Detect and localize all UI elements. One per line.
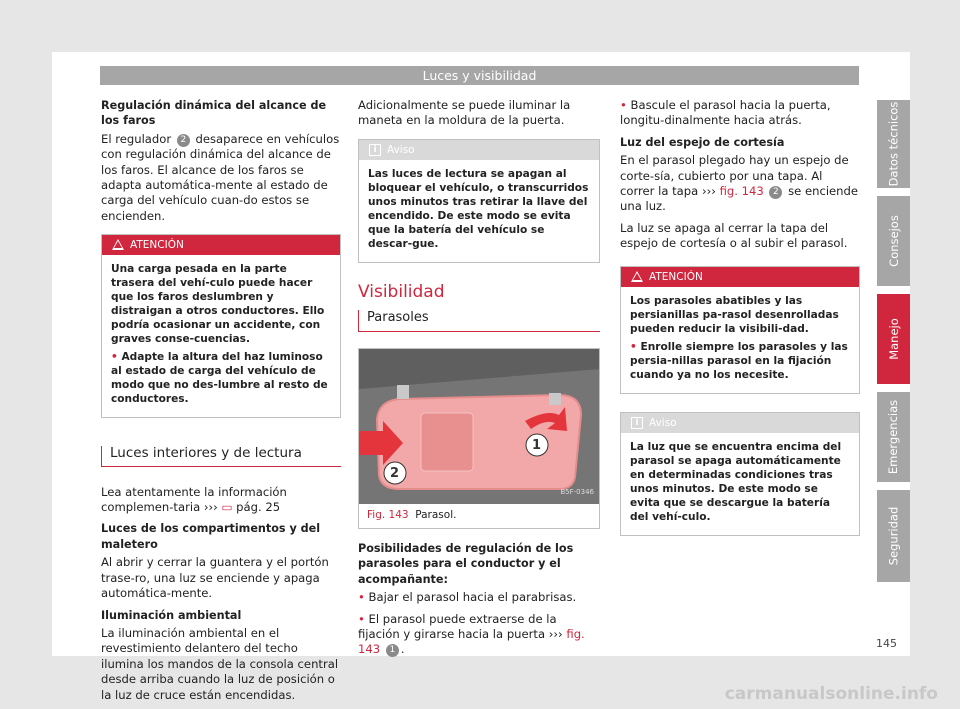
- warning-box: [101, 234, 341, 418]
- warning-header: ATENCIÓN: [621, 267, 859, 287]
- paragraph-ambient: La iluminación ambiental en el revestimiento delantero del techo ilumina los mandos de la consola central desde arriba cuando la luz de posición o la luz de cruce están encendidas.: [101, 625, 339, 702]
- callout-badge: 2: [177, 134, 190, 147]
- callout-1-label: 1: [532, 437, 542, 453]
- page-number: 145: [876, 637, 897, 650]
- warning-box: [620, 266, 860, 394]
- heading-compartments: Luces de los compartimentos y del maletero: [101, 522, 321, 551]
- paragraph-door-handle: Adicionalmente se puede iluminar la maneta en la moldura de la puerta.: [358, 98, 571, 128]
- figure-reference-link[interactable]: fig. 143: [719, 184, 764, 199]
- note-text: Las luces de lectura se apagan al bloquear el vehículo, o transcurridos unos minutos tras retirar la llave del encendido. De este modo se evita que la batería del vehículo se descar-gue.: [368, 167, 589, 250]
- bullet-swing-visor: • Bascule el parasol hacia la puerta, longitu-dinalmente hacia atrás.: [620, 98, 831, 128]
- bullet-lower-visor: • Bajar el parasol hacia el parabrisas.: [358, 590, 577, 605]
- info-icon: i: [631, 417, 643, 429]
- column-1: [101, 98, 341, 709]
- watermark: carmanualsonline.info: [724, 684, 938, 704]
- note-header: i Aviso: [359, 140, 599, 160]
- tab-emergencias[interactable]: Emergencias: [877, 392, 910, 482]
- warning-triangle-icon: [112, 239, 124, 250]
- warning-header: ATENCIÓN: [102, 235, 340, 255]
- paragraph-regulator: El regulador 2 desaparece en vehículos con regulación dinámica del alcance de los faros. El alcance de los faros se adapta automática-mente al estado de carga del vehículo cuan-do estos se encienden.: [101, 131, 340, 223]
- note-box: [620, 412, 860, 536]
- heading-headlight-range: Regulación dinámica del alcance de los faros: [101, 99, 327, 128]
- warning-triangle-icon: [631, 271, 643, 282]
- figure-reference-link[interactable]: fig. 143: [358, 627, 585, 657]
- section-title-sun-visors: Parasoles: [358, 310, 600, 331]
- tab-manejo[interactable]: Manejo: [877, 294, 910, 384]
- section-title-interior-lights: Luces interiores y de lectura: [101, 446, 341, 466]
- note-header: i Aviso: [621, 413, 859, 433]
- info-icon: i: [369, 144, 381, 156]
- note-box: [358, 139, 600, 263]
- heading-sun-visor-options: Posibilidades de regulación de los parasoles para el conductor y el acompañante:: [358, 542, 574, 586]
- bullet-pull-visor: • El parasol puede extraerse de la fijación y girarse hacia la puerta ››› fig. 143 1 .: [358, 611, 585, 657]
- figure-code: B5F-0346: [560, 488, 594, 497]
- chapter-header: Luces y visibilidad: [100, 66, 859, 85]
- page-reference-link[interactable]: pág. 25: [236, 500, 281, 515]
- sun-visor-image: [359, 349, 599, 504]
- book-icon: ▭: [221, 500, 233, 515]
- callout-2-label: 2: [390, 465, 400, 481]
- chapter-title-visibility: Visibilidad: [358, 281, 445, 302]
- warning-text: Una carga pesada en la parte trasera del vehí-culo puede hacer que los faros deslumbren y distraigan a otros conductores. Ello podría ocasionar un accidente, con graves conse-cuencias.: [111, 263, 325, 346]
- paragraph-read-info: Lea atentamente la información complemen-taria ››› ▭ pág. 25: [101, 484, 287, 515]
- heading-vanity-mirror: Luz del espejo de cortesía: [620, 135, 785, 149]
- tab-seguridad[interactable]: Seguridad: [877, 490, 910, 582]
- column-2: [358, 98, 600, 664]
- tab-datos-tecnicos[interactable]: Datos técnicos: [877, 100, 910, 188]
- warning-bullet: • Enrolle siempre los parasoles y las persia-nillas parasol en la fijación cuando ya no los necesite.: [630, 340, 848, 381]
- paragraph-light-off: La luz se apaga al cerrar la tapa del espejo de cortesía o al subir el parasol.: [620, 220, 848, 251]
- paragraph-vanity-mirror: En el parasol plegado hay un espejo de corte-sía, cubierto por una tapa. Al correr la tapa ››› fig. 143 2 se enciende una luz.: [620, 153, 859, 214]
- tab-consejos[interactable]: Consejos: [877, 196, 910, 286]
- figure-caption: Fig. 143 Parasol.: [367, 508, 457, 521]
- warning-text: Los parasoles abatibles y las persianillas pa-rasol desenrolladas pueden reducir la visibili-dad.: [630, 294, 839, 335]
- paragraph-compartments: Al abrir y cerrar la guantera y el portón trase-ro, una luz se enciende y apaga automática-mente.: [101, 555, 329, 601]
- warning-bullet: • Adapte la altura del haz luminoso al estado de carga del vehículo de modo que no des-lumbre al resto de conductores.: [111, 351, 328, 406]
- heading-ambient: Iluminación ambiental: [101, 608, 242, 622]
- figure-143: [358, 348, 600, 529]
- note-text: La luz que se encuentra encima del parasol se apaga automáticamente en determinadas condiciones tras unos minutos. De este modo se evita que se descargue la batería del vehí-culo.: [630, 440, 842, 523]
- column-3: [620, 98, 860, 546]
